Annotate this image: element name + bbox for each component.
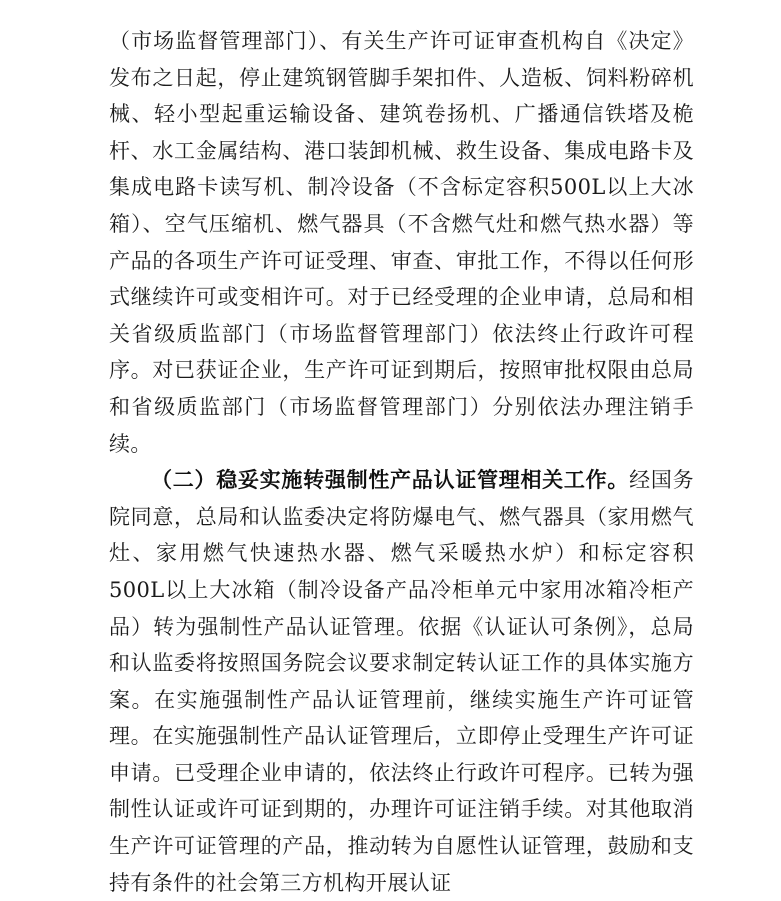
section-heading: （二）稳妥实施转强制性产品认证管理相关工作。 — [151, 467, 630, 493]
paragraph-continued — [109, 23, 694, 462]
document-body — [109, 23, 694, 901]
paragraph-section-two — [109, 462, 694, 901]
paragraph-1-text: （市场监督管理部门）、有关生产许可证审查机构自《决定》发布之日起，停止建筑钢管脚手架扣件、人造板、饲料粉碎机械、轻小型起重运输设备、建筑卷扬机、广播通信铁塔及桅杆、水工金属结构、港口装卸机械、救生设备、集成电路卡及集成电路卡读写机、制冷设备（不含标定容积500L以上大冰箱）、空气压缩机、燃气器具（不含燃气灶和燃气热水器）等产品的各项生产许可证受理、审查、审批工作，不得以任何形式继续许可或变相许可。对于已经受理的企业申请，总局和相关省级质监部门（市场监督管理部门）依法终止行政许可程序。对已获证企业，生产许可证到期后，按照审批权限由总局和省级质监部门（市场监督管理部门）分别依法办理注销手续。 — [109, 29, 694, 456]
paragraph-2-text: 经国务院同意，总局和认监委决定将防爆电气、燃气器具（家用燃气灶、家用燃气快速热水器、燃气采暖热水炉）和标定容积500L以上大冰箱（制冷设备产品冷柜单元中家用冰箱冷柜产品）转为强制性产品认证管理。依据《认证认可条例》，总局和认监委将按照国务院会议要求制定转认证工作的具体实施方案。在实施强制性产品认证管理前，继续实施生产许可证管理。在实施强制性产品认证管理后，立即停止受理生产许可证申请。已受理企业申请的，依法终止行政许可程序。已转为强制性认证或许可证到期的，办理许可证注销手续。对其他取消生产许可证管理的产品，推动转为自愿性认证管理，鼓励和支持有条件的社会第三方机构开展认证 — [109, 468, 694, 895]
